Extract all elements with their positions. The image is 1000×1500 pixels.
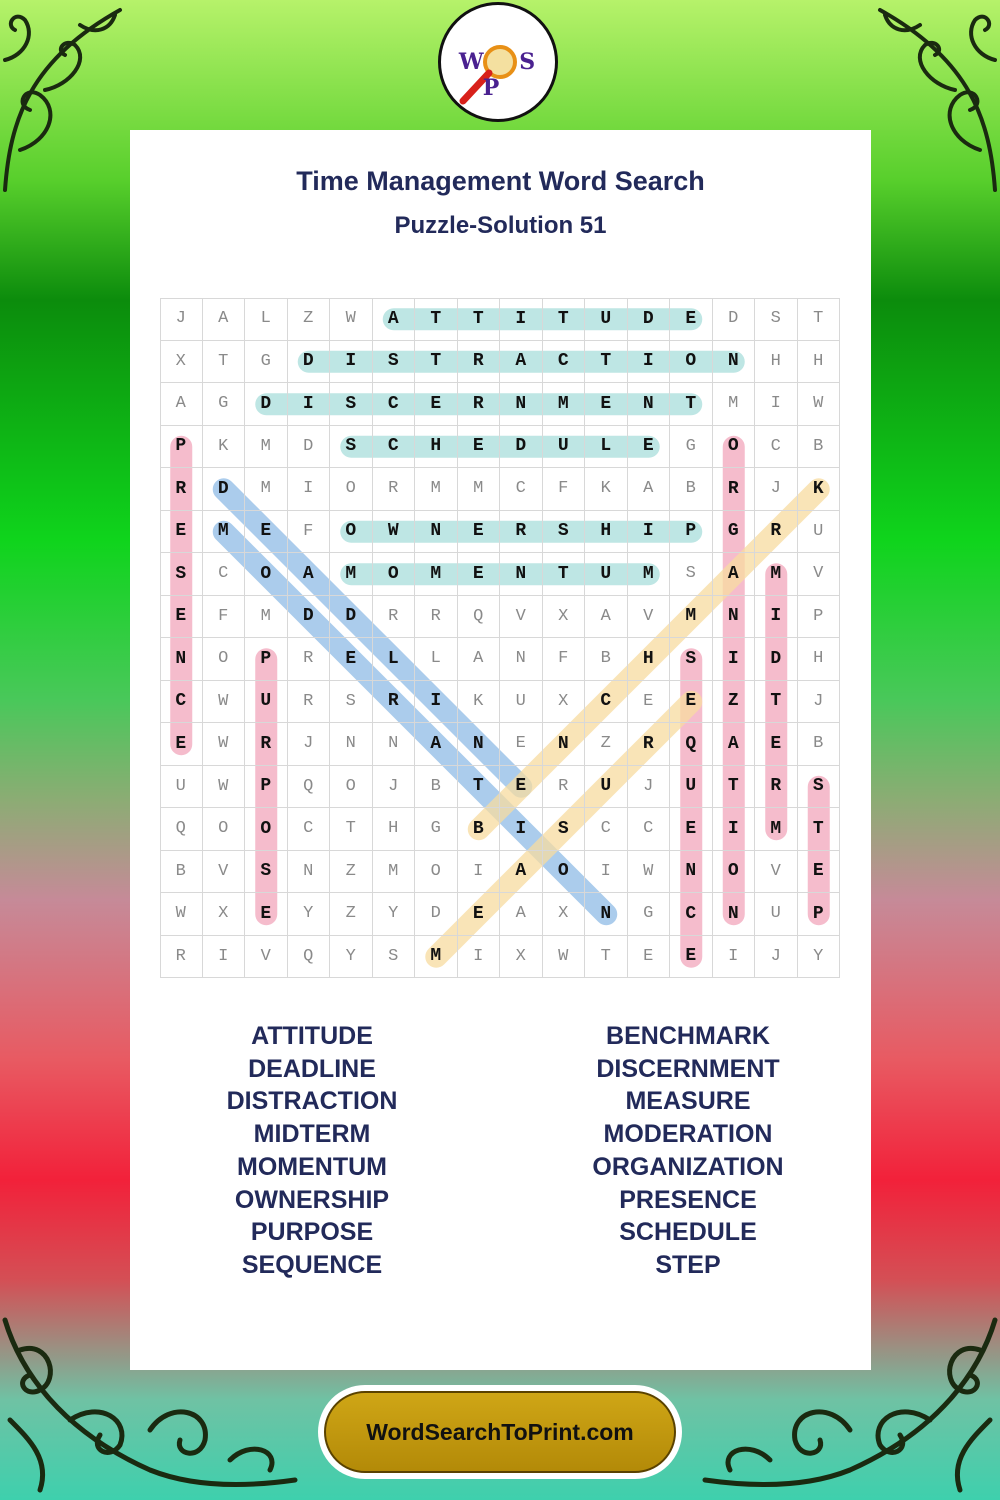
grid-cell: F xyxy=(543,638,586,681)
puzzle-card xyxy=(130,130,871,1370)
word-list-item: PURPOSE xyxy=(250,1218,374,1247)
grid-cell: U xyxy=(500,681,543,724)
grid-cell: J xyxy=(798,681,841,724)
grid-cell: H xyxy=(755,341,798,384)
grid-cell: U xyxy=(245,681,288,724)
grid-cell: W xyxy=(203,723,246,766)
grid-cell: S xyxy=(330,426,373,469)
grid-cell: N xyxy=(713,893,756,936)
grid-cell: N xyxy=(373,723,416,766)
grid-cell: S xyxy=(543,511,586,554)
grid-cell: V xyxy=(203,851,246,894)
grid-cell: M xyxy=(755,553,798,596)
word-list-item: MODERATION xyxy=(603,1120,773,1149)
grid-cell: C xyxy=(585,681,628,724)
word-list-item: ORGANIZATION xyxy=(592,1152,784,1181)
grid-cell: E xyxy=(458,553,501,596)
grid-cell: C xyxy=(373,426,416,469)
grid-cell: F xyxy=(543,468,586,511)
grid-cell: H xyxy=(585,511,628,554)
grid-cell: D xyxy=(713,298,756,341)
grid-cell: E xyxy=(415,383,458,426)
grid-cell: T xyxy=(203,341,246,384)
grid-cell: X xyxy=(160,341,203,384)
grid-cell: Q xyxy=(288,936,331,979)
grid-cell: E xyxy=(458,426,501,469)
grid-cell: D xyxy=(288,426,331,469)
grid-cell: T xyxy=(330,808,373,851)
grid-cell: J xyxy=(373,766,416,809)
grid-cell: T xyxy=(585,936,628,979)
grid-cell: C xyxy=(500,468,543,511)
grid-cell: O xyxy=(330,468,373,511)
grid-cell: R xyxy=(458,341,501,384)
grid-cell: O xyxy=(373,553,416,596)
grid-cell: S xyxy=(373,341,416,384)
grid-cell: S xyxy=(160,553,203,596)
grid-cell: U xyxy=(543,426,586,469)
grid-cell: T xyxy=(670,383,713,426)
grid-cell: C xyxy=(160,681,203,724)
grid-cell: E xyxy=(245,893,288,936)
grid-cell: G xyxy=(415,808,458,851)
grid-cell: R xyxy=(160,936,203,979)
grid-cell: I xyxy=(458,936,501,979)
grid-cell: E xyxy=(628,426,671,469)
grid-cell: K xyxy=(585,468,628,511)
word-list-item: DEADLINE xyxy=(248,1054,376,1083)
grid-cell: T xyxy=(415,341,458,384)
word-list-item: MEASURE xyxy=(625,1087,751,1116)
word-list-item: PRESENCE xyxy=(619,1185,757,1214)
grid-cell: U xyxy=(585,298,628,341)
grid-cell: D xyxy=(330,596,373,639)
grid-cell: A xyxy=(713,723,756,766)
grid-cell: I xyxy=(288,383,331,426)
grid-cell: B xyxy=(458,808,501,851)
grid-cell: U xyxy=(585,553,628,596)
grid-cell: R xyxy=(373,681,416,724)
grid-cell: R xyxy=(288,638,331,681)
corner-ornament-top-left xyxy=(0,0,130,200)
grid-cell: M xyxy=(373,851,416,894)
grid-cell: W xyxy=(373,511,416,554)
word-search-grid xyxy=(160,298,840,978)
logo-text: W S P xyxy=(458,49,550,101)
grid-cell: T xyxy=(585,341,628,384)
word-list-item: ATTITUDE xyxy=(251,1022,373,1050)
grid-cell: Y xyxy=(373,893,416,936)
grid-cell: C xyxy=(628,808,671,851)
grid-cell: T xyxy=(415,298,458,341)
grid-cell: S xyxy=(330,383,373,426)
grid-cell: W xyxy=(203,681,246,724)
grid-cell: L xyxy=(373,638,416,681)
grid-cell: T xyxy=(458,766,501,809)
grid-cell: N xyxy=(458,723,501,766)
grid-cell: T xyxy=(755,681,798,724)
grid-cell: R xyxy=(755,766,798,809)
grid-cell: C xyxy=(585,808,628,851)
grid-cell: S xyxy=(245,851,288,894)
grid-cell: R xyxy=(415,596,458,639)
grid-cell: O xyxy=(713,426,756,469)
grid-cell: M xyxy=(415,468,458,511)
grid-cell: R xyxy=(288,681,331,724)
grid-cell: T xyxy=(543,553,586,596)
site-link-button[interactable] xyxy=(318,1385,682,1479)
grid-cell: A xyxy=(415,723,458,766)
word-list-item: SEQUENCE xyxy=(241,1250,383,1279)
grid-cell: R xyxy=(458,383,501,426)
grid-cell: R xyxy=(500,511,543,554)
grid-cell: U xyxy=(670,766,713,809)
word-list-left xyxy=(162,1020,462,1282)
grid-cell: A xyxy=(500,893,543,936)
word-list-right xyxy=(538,1020,838,1282)
grid-cell: Z xyxy=(713,681,756,724)
grid-cell: D xyxy=(203,468,246,511)
grid-cell: D xyxy=(288,341,331,384)
grid-cell: L xyxy=(245,298,288,341)
grid-cell: D xyxy=(628,298,671,341)
grid-cell: A xyxy=(585,596,628,639)
site-link-label: WordSearchToPrint.com xyxy=(324,1391,676,1473)
grid-cell: N xyxy=(628,383,671,426)
grid-cell: J xyxy=(755,936,798,979)
grid-cell: P xyxy=(160,426,203,469)
word-list-item: OWNERSHIP xyxy=(234,1185,390,1214)
grid-cell: I xyxy=(585,851,628,894)
grid-cell: W xyxy=(628,851,671,894)
grid-cell: J xyxy=(160,298,203,341)
grid-cell: L xyxy=(585,426,628,469)
grid-cell: R xyxy=(628,723,671,766)
grid-cell: Q xyxy=(458,596,501,639)
grid-cell: X xyxy=(543,596,586,639)
word-list-item: STEP xyxy=(655,1250,721,1279)
grid-cell: E xyxy=(628,681,671,724)
grid-cell: M xyxy=(755,808,798,851)
grid-cell: Q xyxy=(160,808,203,851)
grid-cell: X xyxy=(543,893,586,936)
grid-cell: O xyxy=(203,808,246,851)
grid-cell: A xyxy=(288,553,331,596)
grid-cell: Q xyxy=(288,766,331,809)
grid-cell: R xyxy=(245,723,288,766)
site-logo[interactable] xyxy=(438,2,558,122)
grid-cell: A xyxy=(500,341,543,384)
grid-cell: V xyxy=(798,553,841,596)
grid-cell: H xyxy=(415,426,458,469)
grid-cell: L xyxy=(415,638,458,681)
grid-cell: E xyxy=(160,723,203,766)
grid-cell: B xyxy=(670,468,713,511)
grid-cell: O xyxy=(330,766,373,809)
grid-cell: T xyxy=(543,298,586,341)
grid-cell: T xyxy=(458,298,501,341)
grid-cell: T xyxy=(798,808,841,851)
grid-cell: R xyxy=(713,468,756,511)
grid-cell: R xyxy=(160,468,203,511)
grid-cell: U xyxy=(585,766,628,809)
grid-cell: E xyxy=(670,936,713,979)
grid-cell: I xyxy=(755,596,798,639)
grid-cell: E xyxy=(798,851,841,894)
page-subtitle: Puzzle-Solution 51 xyxy=(394,212,607,239)
grid-cell: X xyxy=(543,681,586,724)
grid-cell: J xyxy=(288,723,331,766)
grid-cell: X xyxy=(203,893,246,936)
grid-cell: J xyxy=(755,468,798,511)
grid-cell: Q xyxy=(670,723,713,766)
grid-cell: R xyxy=(373,596,416,639)
grid-cell: M xyxy=(713,383,756,426)
grid-cell: M xyxy=(543,383,586,426)
grid-cell: H xyxy=(628,638,671,681)
grid-cell: W xyxy=(203,766,246,809)
grid-cell: A xyxy=(373,298,416,341)
grid-cell: Z xyxy=(585,723,628,766)
grid-cell: E xyxy=(670,808,713,851)
grid-cell: R xyxy=(373,468,416,511)
grid-cell: O xyxy=(203,638,246,681)
grid-cell: G xyxy=(203,383,246,426)
grid-cell: E xyxy=(670,298,713,341)
grid-cell: A xyxy=(628,468,671,511)
grid-cell: S xyxy=(543,808,586,851)
grid-cell: E xyxy=(670,681,713,724)
grid-cell: E xyxy=(330,638,373,681)
grid-cell: N xyxy=(543,723,586,766)
grid-cell: S xyxy=(798,766,841,809)
grid-cell: E xyxy=(628,936,671,979)
grid-cell: T xyxy=(713,766,756,809)
grid-cell: U xyxy=(755,893,798,936)
grid-cell: F xyxy=(203,596,246,639)
grid-cell: N xyxy=(500,553,543,596)
grid-cell: A xyxy=(713,553,756,596)
grid-cell: N xyxy=(500,638,543,681)
word-list-item: SCHEDULE xyxy=(619,1218,757,1247)
grid-cell: S xyxy=(670,553,713,596)
grid-cell: P xyxy=(670,511,713,554)
grid-cell: M xyxy=(203,511,246,554)
grid-cell: G xyxy=(670,426,713,469)
grid-cell: Z xyxy=(288,298,331,341)
grid-cell: M xyxy=(628,553,671,596)
grid-cell: O xyxy=(713,851,756,894)
grid-cell: N xyxy=(500,383,543,426)
grid-cell: O xyxy=(670,341,713,384)
grid-cell: D xyxy=(500,426,543,469)
grid-cell: U xyxy=(160,766,203,809)
grid-cell: W xyxy=(160,893,203,936)
grid-cell: A xyxy=(203,298,246,341)
grid-cell: B xyxy=(160,851,203,894)
grid-cell: S xyxy=(670,638,713,681)
grid-cell: C xyxy=(288,808,331,851)
grid-cell: F xyxy=(288,511,331,554)
grid-cell: I xyxy=(500,298,543,341)
grid-cell: R xyxy=(755,511,798,554)
grid-cell: P xyxy=(798,596,841,639)
grid-cell: C xyxy=(203,553,246,596)
grid-cell: V xyxy=(500,596,543,639)
grid-cell: C xyxy=(373,383,416,426)
grid-cell: E xyxy=(500,723,543,766)
grid-cell: O xyxy=(330,511,373,554)
word-list-item: DISCERNMENT xyxy=(596,1054,780,1083)
grid-cell: E xyxy=(458,511,501,554)
grid-cell: E xyxy=(458,893,501,936)
grid-cell: E xyxy=(245,511,288,554)
grid-cell: K xyxy=(798,468,841,511)
grid-cell: J xyxy=(628,766,671,809)
grid-cell: I xyxy=(713,936,756,979)
grid-cell: I xyxy=(628,341,671,384)
grid-cell: I xyxy=(288,468,331,511)
grid-cell: B xyxy=(415,766,458,809)
grid-cell: C xyxy=(755,426,798,469)
grid-cell: A xyxy=(458,638,501,681)
grid-cell: C xyxy=(670,893,713,936)
grid-cell: Z xyxy=(330,851,373,894)
corner-ornament-top-right xyxy=(870,0,1000,200)
grid-cell: K xyxy=(203,426,246,469)
grid-cell: S xyxy=(755,298,798,341)
grid-cell: P xyxy=(245,638,288,681)
grid-cell: X xyxy=(500,936,543,979)
grid-cell: I xyxy=(415,681,458,724)
word-list-item: BENCHMARK xyxy=(606,1022,770,1050)
grid-cell: W xyxy=(330,298,373,341)
grid-cell: C xyxy=(543,341,586,384)
grid-cell: O xyxy=(415,851,458,894)
grid-cell: N xyxy=(330,723,373,766)
grid-cell: E xyxy=(160,596,203,639)
grid-cell: B xyxy=(798,723,841,766)
grid-cell: E xyxy=(755,723,798,766)
grid-cell: E xyxy=(500,766,543,809)
grid-cell: P xyxy=(798,893,841,936)
grid-cell: N xyxy=(713,341,756,384)
grid-cell: D xyxy=(415,893,458,936)
grid-cell: Y xyxy=(798,936,841,979)
grid-cell: R xyxy=(543,766,586,809)
grid-cell: M xyxy=(415,553,458,596)
grid-cell: N xyxy=(585,893,628,936)
grid-cell: N xyxy=(670,851,713,894)
grid-cell: M xyxy=(245,426,288,469)
grid-cell: I xyxy=(203,936,246,979)
grid-cell: T xyxy=(798,298,841,341)
grid-cell: G xyxy=(713,511,756,554)
grid-cell: W xyxy=(798,383,841,426)
grid-cell: S xyxy=(373,936,416,979)
grid-cell: I xyxy=(330,341,373,384)
grid-cell: M xyxy=(670,596,713,639)
grid-cell: H xyxy=(798,341,841,384)
grid-cell: I xyxy=(713,808,756,851)
grid-cell: I xyxy=(458,851,501,894)
grid-cell: Z xyxy=(330,893,373,936)
grid-cell: N xyxy=(415,511,458,554)
grid-cell: M xyxy=(458,468,501,511)
grid-cell: V xyxy=(628,596,671,639)
grid-cell: P xyxy=(245,766,288,809)
grid-cell: O xyxy=(543,851,586,894)
grid-cell: V xyxy=(755,851,798,894)
grid-cell: G xyxy=(628,893,671,936)
grid-cell: W xyxy=(543,936,586,979)
grid-cell: M xyxy=(415,936,458,979)
grid-cell: I xyxy=(713,638,756,681)
grid-cell: I xyxy=(628,511,671,554)
grid-cell: D xyxy=(755,638,798,681)
word-list-item: MOMENTUM xyxy=(237,1152,387,1181)
word-list-item: MIDTERM xyxy=(253,1120,371,1149)
grid-cell: V xyxy=(245,936,288,979)
grid-cell: H xyxy=(798,638,841,681)
grid-cell: Y xyxy=(288,893,331,936)
grid-cell: B xyxy=(798,426,841,469)
word-list-item: DISTRACTION xyxy=(226,1087,398,1116)
grid-cell: N xyxy=(160,638,203,681)
grid-cell: O xyxy=(245,808,288,851)
grid-cell: H xyxy=(373,808,416,851)
grid-cell: E xyxy=(160,511,203,554)
grid-cell: I xyxy=(500,808,543,851)
grid-cell: U xyxy=(798,511,841,554)
grid-cell: N xyxy=(713,596,756,639)
grid-cell: S xyxy=(330,681,373,724)
grid-cell: A xyxy=(500,851,543,894)
grid-cell: N xyxy=(288,851,331,894)
grid-cell: K xyxy=(458,681,501,724)
grid-cell: I xyxy=(755,383,798,426)
grid-cell: O xyxy=(245,553,288,596)
grid-cell: Y xyxy=(330,936,373,979)
grid-cell: D xyxy=(245,383,288,426)
grid-cell: D xyxy=(288,596,331,639)
grid-cell: E xyxy=(585,383,628,426)
grid-cell: A xyxy=(160,383,203,426)
grid-cell: M xyxy=(245,468,288,511)
grid-cell: M xyxy=(245,596,288,639)
grid-cell: G xyxy=(245,341,288,384)
grid-cell: M xyxy=(330,553,373,596)
page-title: Time Management Word Search xyxy=(296,166,705,196)
grid-cell: B xyxy=(585,638,628,681)
